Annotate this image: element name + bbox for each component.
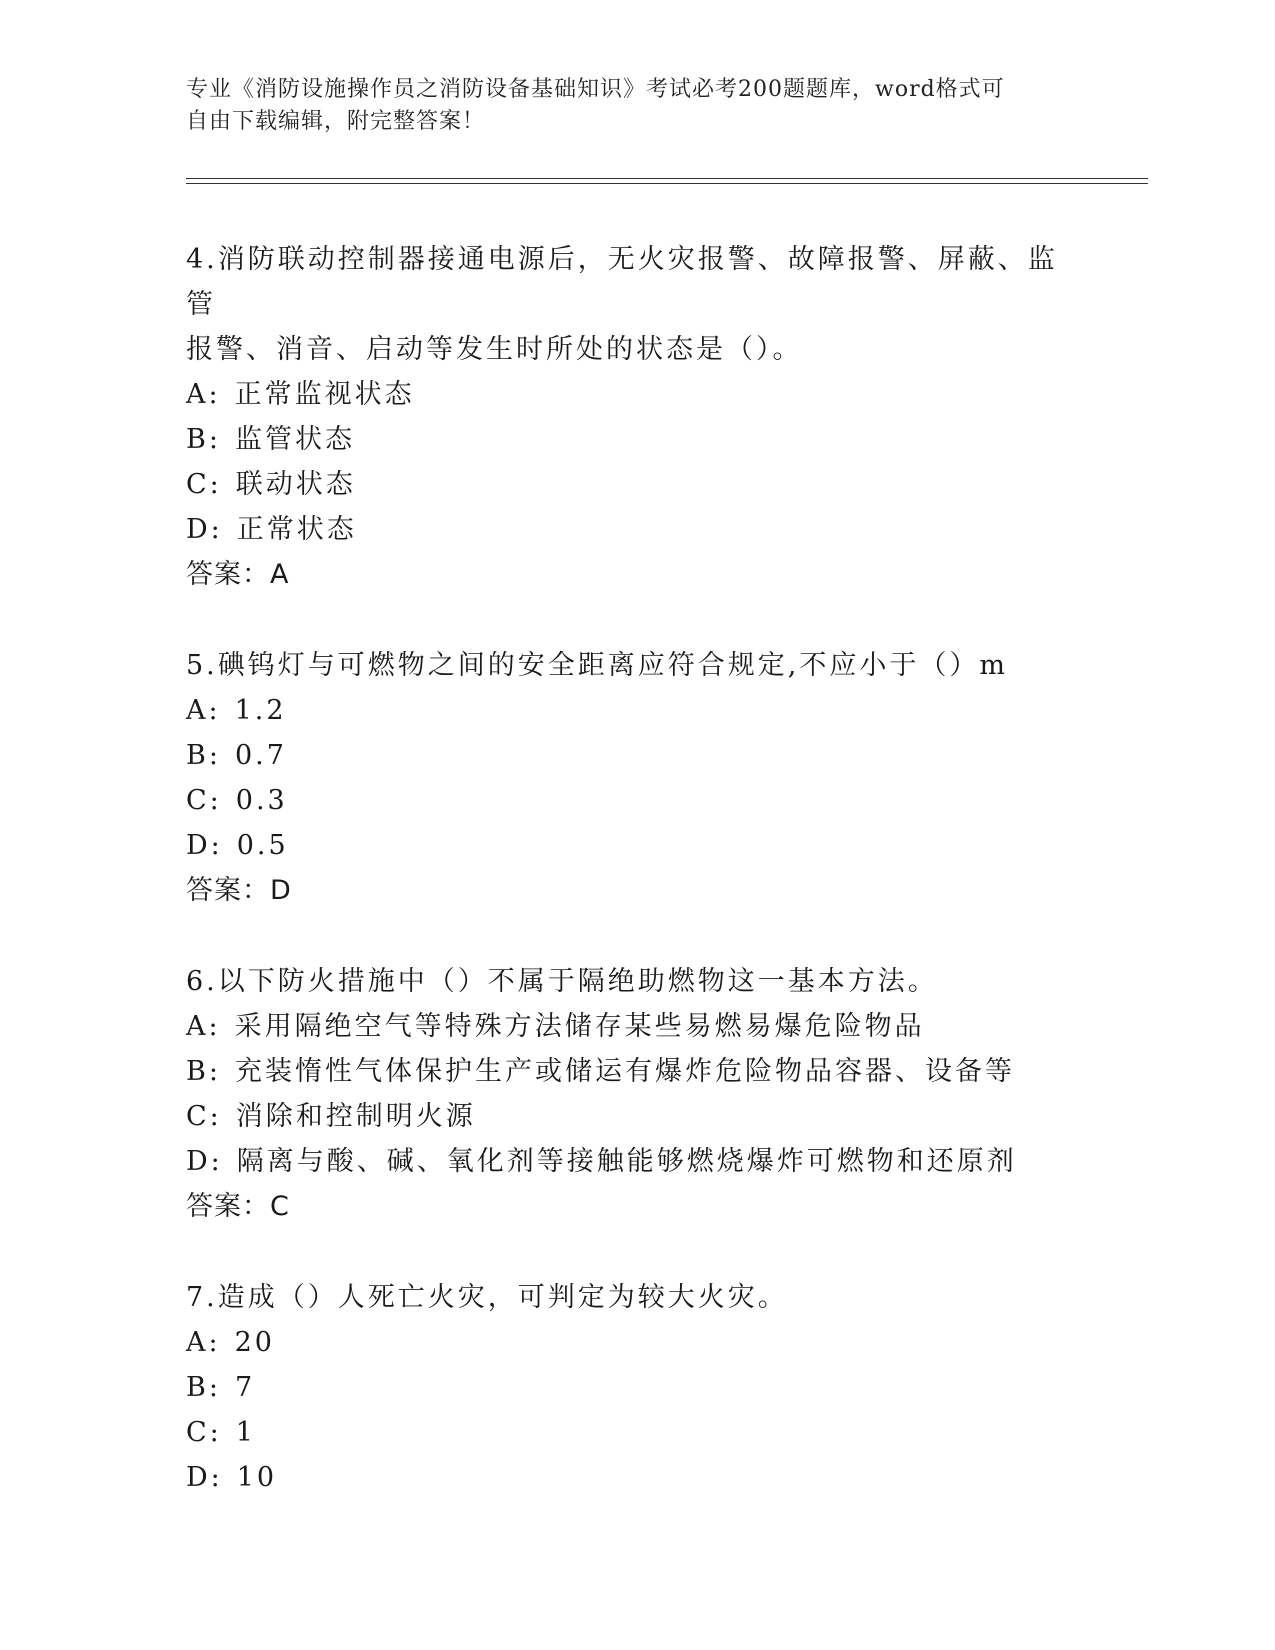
option-text: 监管状态 xyxy=(234,424,355,455)
option-text: 0.7 xyxy=(234,740,287,771)
option-c xyxy=(186,1094,1086,1139)
question-stem: 7.造成（）人死亡火灾，可判定为较大火灾。 xyxy=(186,1282,788,1313)
option-letter: A: xyxy=(186,1327,221,1358)
answer-line: 答案：A xyxy=(186,559,290,590)
document-header xyxy=(186,74,1066,138)
option-text: 1 xyxy=(235,1417,256,1448)
option-text: 正常监视状态 xyxy=(234,379,415,410)
option-text: 1.2 xyxy=(234,695,287,726)
option-letter: C: xyxy=(186,1101,222,1132)
option-letter: D: xyxy=(186,1146,223,1177)
option-letter: D: xyxy=(186,514,223,545)
option-letter: B: xyxy=(186,1372,221,1403)
option-d xyxy=(186,823,1086,868)
header-line-2: 自由下载编辑，附完整答案！ xyxy=(186,109,486,134)
option-text: 正常状态 xyxy=(236,514,357,545)
option-d xyxy=(186,1455,1086,1500)
option-letter: B: xyxy=(186,1056,221,1087)
option-b xyxy=(186,1365,1086,1410)
option-a xyxy=(186,688,1086,733)
option-letter: D: xyxy=(186,1462,223,1493)
option-text: 10 xyxy=(236,1462,278,1493)
option-letter: C: xyxy=(186,785,222,816)
question-5 xyxy=(186,643,1086,913)
option-c xyxy=(186,778,1086,823)
option-a xyxy=(186,1320,1086,1365)
option-letter: D: xyxy=(186,830,223,861)
option-text: 联动状态 xyxy=(235,469,356,500)
option-text: 7 xyxy=(234,1372,256,1403)
option-text: 充装惰性气体保护生产或储运有爆炸危险物品容器、设备等 xyxy=(234,1056,1015,1087)
option-c xyxy=(186,1410,1086,1455)
header-divider-bottom xyxy=(186,183,1148,184)
question-list xyxy=(186,237,1086,1546)
option-letter: A: xyxy=(186,379,221,410)
question-6 xyxy=(186,959,1086,1229)
option-letter: B: xyxy=(186,424,221,455)
option-c xyxy=(186,462,1086,507)
question-4 xyxy=(186,237,1086,597)
option-text: 隔离与酸、碱、氧化剂等接触能够燃烧爆炸可燃物和还原剂 xyxy=(236,1146,1017,1177)
answer-line: 答案：D xyxy=(186,875,292,906)
question-7 xyxy=(186,1275,1086,1500)
header-line-1: 专业《消防设施操作员之消防设备基础知识》考试必考200题题库，word格式可 xyxy=(186,77,1005,102)
option-letter: C: xyxy=(186,1417,222,1448)
option-a xyxy=(186,1004,1086,1049)
option-b xyxy=(186,417,1086,462)
question-stem: 6.以下防火措施中（）不属于隔绝助燃物这一基本方法。 xyxy=(186,966,938,997)
question-stem: 5.碘钨灯与可燃物之间的安全距离应符合规定,不应小于（）m xyxy=(186,650,1008,681)
option-d xyxy=(186,507,1086,552)
option-letter: A: xyxy=(186,695,221,726)
option-d xyxy=(186,1139,1086,1184)
question-stem-continued: 报警、消音、启动等发生时所处的状态是（）。 xyxy=(186,334,803,365)
option-text: 0.5 xyxy=(236,830,289,861)
option-letter: B: xyxy=(186,740,221,771)
option-letter: A: xyxy=(186,1011,221,1042)
option-text: 20 xyxy=(234,1327,275,1358)
question-stem: 4.消防联动控制器接通电源后，无火灾报警、故障报警、屏蔽、监管 xyxy=(186,244,1058,320)
answer-line: 答案：C xyxy=(186,1191,290,1222)
option-letter: C: xyxy=(186,469,222,500)
option-a xyxy=(186,372,1086,417)
option-text: 0.3 xyxy=(235,785,288,816)
option-b xyxy=(186,1049,1086,1094)
header-divider-top xyxy=(186,178,1148,179)
option-b xyxy=(186,733,1086,778)
option-text: 采用隔绝空气等特殊方法储存某些易燃易爆危险物品 xyxy=(234,1011,925,1042)
option-text: 消除和控制明火源 xyxy=(235,1101,476,1132)
